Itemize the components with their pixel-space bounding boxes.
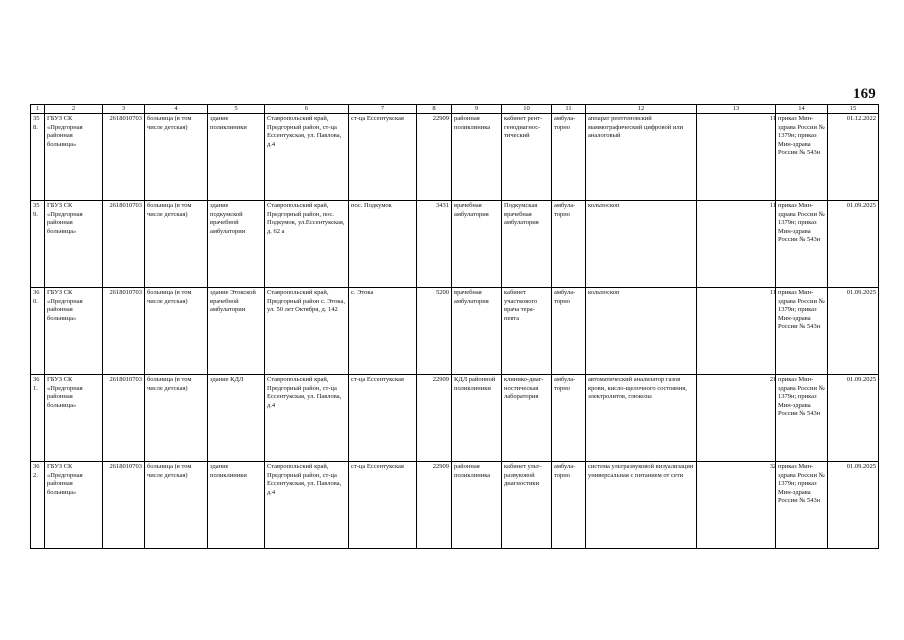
unit-cell: районная поликлиника xyxy=(452,114,502,201)
unit-cell: КДЛ районной поликлиники xyxy=(452,375,502,462)
organization-cell: ГБУЗ СК «Предгорная районная больница» xyxy=(45,462,103,549)
building-cell: здание поликлиники xyxy=(208,462,265,549)
order-text: приказ Мин-здрава России № 1379н; приказ Мин-здрава России № 543н xyxy=(778,115,825,156)
locality-cell: пос. Подкумок xyxy=(349,201,417,288)
code-cell: 2618010703 xyxy=(103,462,145,549)
type-cell: больница (в том числе детская) xyxy=(145,114,208,201)
population-cell: 22909 xyxy=(417,462,452,549)
date-cell: 01.09.2025 xyxy=(828,375,879,462)
row-number: 361. xyxy=(31,375,45,462)
locality-cell: ст-ца Ессентукская xyxy=(349,114,417,201)
address-cell: Ставропольский край, Предгорный район, ст-ца Ессентукская, ул. Павлова, д.4 xyxy=(265,114,349,201)
col-header-3: 3 xyxy=(103,105,145,114)
form-cell: амбула-торно xyxy=(552,288,586,375)
form-cell: амбула-торно xyxy=(552,114,586,201)
population-cell: 3431 xyxy=(417,201,452,288)
code-cell: 2618010703 xyxy=(103,375,145,462)
date-cell: 01.12.2022 xyxy=(828,114,879,201)
building-cell: здание поликлиники xyxy=(208,114,265,201)
col-header-12: 12 xyxy=(586,105,697,114)
type-cell: больница (в том числе детская) xyxy=(145,462,208,549)
equipment-cell: кольпоскоп xyxy=(586,288,697,375)
col-header-6: 6 xyxy=(265,105,349,114)
type-cell: больница (в том числе детская) xyxy=(145,201,208,288)
building-cell: здание подкумской врачебной амбулатории xyxy=(208,201,265,288)
row-number: 362. xyxy=(31,462,45,549)
code-cell: 2618010703 xyxy=(103,114,145,201)
date-cell: 01.09.2025 xyxy=(828,201,879,288)
address-cell: Ставропольский край, Предгорный район с. Этока, ул. 50 лет Октября, д. 142 xyxy=(265,288,349,375)
order-cell xyxy=(772,462,828,549)
quantity-value: 2 xyxy=(772,463,776,470)
room-cell: Подкумская врачебная амбулатория xyxy=(502,201,552,288)
address-cell: Ставропольский край, Предгорный район, пос. Подкумок, ул.Ессентукская, д. 62 а xyxy=(265,201,349,288)
row-number: 358. xyxy=(31,114,45,201)
order-text: приказ Мин-здрава России № 1379н; приказ Мин-здрава России № 543н xyxy=(778,289,825,330)
col-header-9: 9 xyxy=(452,105,502,114)
date-cell: 01.09.2025 xyxy=(828,462,879,549)
room-cell: кабинет рент-генодиагнос-тический xyxy=(502,114,552,201)
organization-cell: ГБУЗ СК «Предгорная районная больница» xyxy=(45,201,103,288)
population-cell: 22909 xyxy=(417,375,452,462)
order-cell xyxy=(772,114,828,201)
address-cell: Ставропольский край, Предгорный район, ст-ца Ессентукская, ул. Павлова, д.4 xyxy=(265,375,349,462)
quantity-cell: 1 xyxy=(697,114,776,201)
locality-cell: ст-ца Ессентукская xyxy=(349,462,417,549)
col-header-14: 14 xyxy=(776,105,828,114)
organization-cell: ГБУЗ СК «Предгорная районная больница» xyxy=(45,114,103,201)
table-row xyxy=(31,288,879,375)
equipment-cell: система ультразвуковой визуализации универсальная с питанием от сети xyxy=(586,462,697,549)
table-row xyxy=(31,114,879,201)
locality-cell: с. Этока xyxy=(349,288,417,375)
organization-cell: ГБУЗ СК «Предгорная районная больница» xyxy=(45,375,103,462)
table-row xyxy=(31,201,879,288)
form-cell: амбула-торно xyxy=(552,375,586,462)
col-header-5: 5 xyxy=(208,105,265,114)
population-cell: 5200 xyxy=(417,288,452,375)
population-cell: 22909 xyxy=(417,114,452,201)
table-row xyxy=(31,375,879,462)
col-header-8: 8 xyxy=(417,105,452,114)
col-header-10: 10 xyxy=(502,105,552,114)
date-cell: 01.09.2025 xyxy=(828,288,879,375)
quantity-cell: 3 xyxy=(697,462,776,549)
quantity-value: 1 xyxy=(772,115,776,122)
room-cell: кабинет ульт-развуковой диагностики xyxy=(502,462,552,549)
equipment-cell: автоматический анализатор газов крови, кисло-щелочного состояния, электролитов, глюкозы xyxy=(586,375,697,462)
row-number: 359. xyxy=(31,201,45,288)
order-text: приказ Мин-здрава России № 1379н; приказ Мин-здрава России № 543н xyxy=(778,463,825,504)
quantity-cell: 2 xyxy=(697,375,776,462)
page-number: 169 xyxy=(852,86,876,102)
col-header-1: 1 xyxy=(31,105,45,114)
row-number: 360. xyxy=(31,288,45,375)
col-header-2: 2 xyxy=(45,105,103,114)
room-cell: кабинет участкового врача тера-певта xyxy=(502,288,552,375)
code-cell: 2618010703 xyxy=(103,288,145,375)
building-cell: здание КДЛ xyxy=(208,375,265,462)
type-cell: больница (в том числе детская) xyxy=(145,288,208,375)
order-cell xyxy=(772,375,828,462)
order-cell xyxy=(772,288,828,375)
header-row xyxy=(31,105,879,114)
building-cell: здание Этокской врачебной амбулатории xyxy=(208,288,265,375)
locality-cell: ст-ца Ессентукская xyxy=(349,375,417,462)
unit-cell: врачебная амбулатория xyxy=(452,288,502,375)
organization-cell: ГБУЗ СК «Предгорная районная больница» xyxy=(45,288,103,375)
form-cell: амбула-торно xyxy=(552,201,586,288)
quantity-value: 1 xyxy=(772,376,776,383)
col-header-15: 15 xyxy=(828,105,879,114)
room-cell: клинико-диаг-ностическая лаборатория xyxy=(502,375,552,462)
quantity-value: 1 xyxy=(772,202,776,209)
address-cell: Ставропольский край, Предгорный район, ст-ца Ессентукская, ул. Павлова, д.4 xyxy=(265,462,349,549)
form-cell: амбула-торно xyxy=(552,462,586,549)
type-cell: больница (в том числе детская) xyxy=(145,375,208,462)
unit-cell: районная поликлиника xyxy=(452,462,502,549)
col-header-11: 11 xyxy=(552,105,586,114)
col-header-13: 13 xyxy=(697,105,776,114)
order-text: приказ Мин-здрава России № 1379н; приказ Мин-здрава России № 543н xyxy=(778,376,825,417)
quantity-value: 1 xyxy=(772,289,776,296)
order-cell xyxy=(772,201,828,288)
equipment-cell: аппарат рентгеновский маммографический цифровой или аналоговый xyxy=(586,114,697,201)
registry-table xyxy=(30,104,879,549)
code-cell: 2618010703 xyxy=(103,201,145,288)
quantity-cell: 1 xyxy=(697,201,776,288)
order-text: приказ Мин-здрава России № 1379н; приказ Мин-здрава России № 543н xyxy=(778,202,825,243)
col-header-4: 4 xyxy=(145,105,208,114)
table-row xyxy=(31,462,879,549)
unit-cell: врачебная амбулатория xyxy=(452,201,502,288)
col-header-7: 7 xyxy=(349,105,417,114)
equipment-cell: кольпоскоп xyxy=(586,201,697,288)
quantity-cell: 1 xyxy=(697,288,776,375)
